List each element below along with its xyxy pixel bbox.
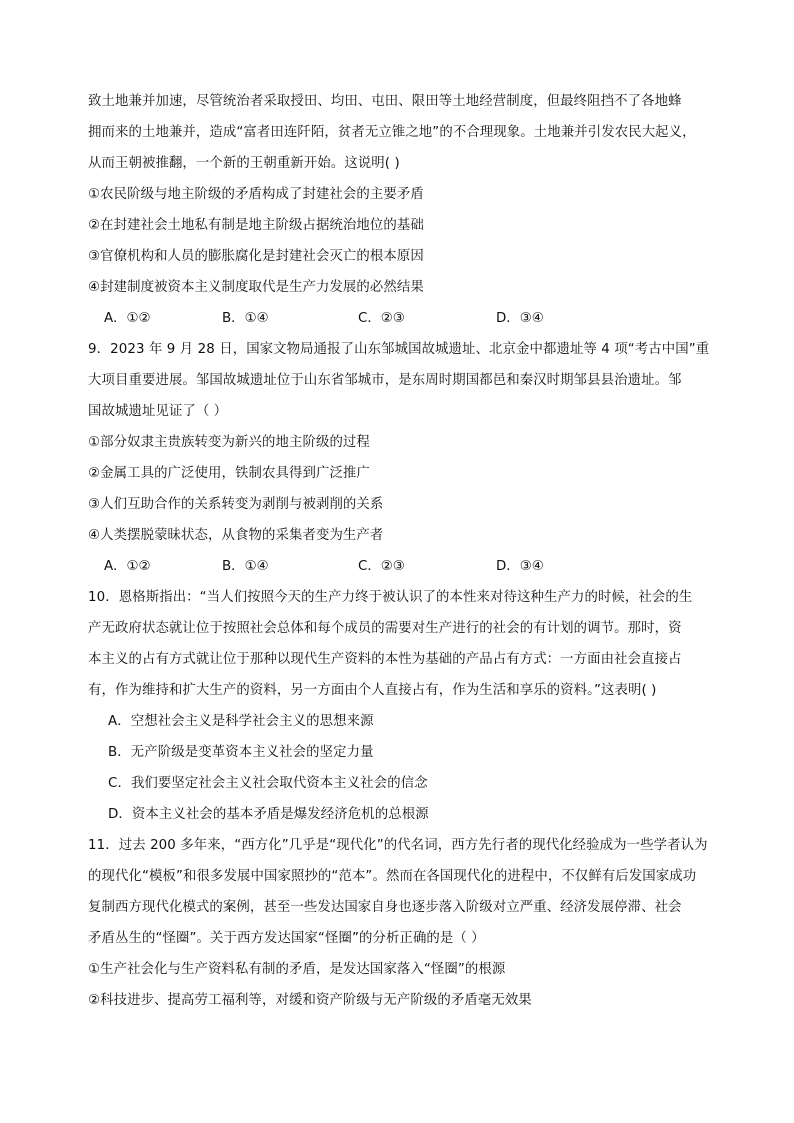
question-stem-line: 大项目重要进展。邹国故城遗址位于山东省邹城市，是东周时期国都邑和秦汉时期邹县县治遗址。邹 xyxy=(88,373,682,388)
statement-item: ②科技进步、提高劳工福利等，对缓和资产阶级与无产阶级的矛盾毫无效果 xyxy=(88,993,532,1008)
answer-choices xyxy=(88,303,710,334)
exam-page xyxy=(88,86,710,1016)
statement-item: ①生产社会化与生产资料私有制的矛盾，是发达国家落入“怪圈”的根源 xyxy=(88,962,506,977)
question-stem-line: 产无政府状态就让位于按照社会总体和每个成员的需要对生产进行的社会的有计划的调节。那时，资 xyxy=(88,621,682,636)
question-stem-line: 从而王朝被推翻，一个新的王朝重新开始。这说明( ) xyxy=(88,156,400,171)
option-b: B．无产阶级是变革资本主义社会的坚定力量 xyxy=(108,745,374,760)
statement-item: ①部分奴隶主贵族转变为新兴的地主阶级的过程 xyxy=(88,435,370,450)
option-d: D．资本主义社会的基本矛盾是爆发经济危机的总根源 xyxy=(108,807,429,822)
statement-item: ③官僚机构和人员的膨胀腐化是封建社会灭亡的根本原因 xyxy=(88,249,424,264)
question-stem-line: 有，作为维持和扩大生产的资料，另一方面由个人直接占有，作为生活和享乐的资料。”这表明( ) xyxy=(88,683,657,698)
choice-c: C．②③ xyxy=(358,559,405,574)
question-stem-line: 的现代化“模板”和很多发展中国家照抄的“范本”。然而在各国现代化的进程中，不仅鲜有后发国家成功 xyxy=(88,869,697,884)
choice-b: B．①④ xyxy=(222,311,269,326)
question-stem-line: 国故城遗址见证了（ ） xyxy=(88,404,228,419)
answer-choices xyxy=(88,551,710,582)
statement-item: ③人们互助合作的关系转变为剥削与被剥削的关系 xyxy=(88,497,384,512)
question-stem-line: 拥而来的土地兼并，造成“富者田连阡陌，贫者无立锥之地”的不合理现象。土地兼并引发农民大起义， xyxy=(88,125,696,140)
choice-b: B．①④ xyxy=(222,559,269,574)
statement-item: ④封建制度被资本主义制度取代是生产力发展的必然结果 xyxy=(88,280,424,295)
choice-c: C．②③ xyxy=(358,311,405,326)
statement-item: ②在封建社会土地私有制是地主阶级占据统治地位的基础 xyxy=(88,218,424,233)
question-stem-line: 9．2023 年 9 月 28 日，国家文物局通报了山东邹城国故城遗址、北京金中都遗址等 4 项“考古中国”重 xyxy=(88,342,710,357)
choice-a: A．①② xyxy=(104,559,151,574)
choice-a: A．①② xyxy=(104,311,151,326)
question-stem-line: 矛盾丛生的“怪圈”。关于西方发达国家“怪圈”的分析正确的是（ ） xyxy=(88,931,485,946)
option-c: C．我们要坚定社会主义社会取代资本主义社会的信念 xyxy=(108,776,428,791)
question-9 xyxy=(88,334,710,582)
question-stem-line: 11．过去 200 多年来，“西方化”几乎是“现代化”的代名词，西方先行者的现代化经验成为一些学者认为 xyxy=(88,838,708,853)
statement-item: ②金属工具的广泛使用，铁制农具得到广泛推广 xyxy=(88,466,370,481)
question-stem-line: 复制西方现代化模式的案例，甚至一些发达国家自身也逐步落入阶级对立严重、经济发展停滞、社会 xyxy=(88,900,682,915)
question-stem-line: 本主义的占有方式就让位于那种以现代生产资料的本性为基础的产品占有方式：一方面由社会直接占 xyxy=(88,652,682,667)
question-11 xyxy=(88,830,710,1016)
question-8 xyxy=(88,86,710,334)
statement-item: ④人类摆脱蒙昧状态，从食物的采集者变为生产者 xyxy=(88,528,384,543)
choice-d: D．③④ xyxy=(496,311,544,326)
question-stem-line: 10．恩格斯指出：“当人们按照今天的生产力终于被认识了的本性来对待这种生产力的时候，社会的生 xyxy=(88,590,693,605)
question-stem-line: 致土地兼并加速，尽管统治者采取授田、均田、屯田、限田等土地经营制度，但最终阻挡不了各地蜂 xyxy=(88,94,682,109)
question-10 xyxy=(88,582,710,830)
choice-d: D．③④ xyxy=(496,559,544,574)
option-a: A．空想社会主义是科学社会主义的思想来源 xyxy=(108,714,374,729)
statement-item: ①农民阶级与地主阶级的矛盾构成了封建社会的主要矛盾 xyxy=(88,187,424,202)
